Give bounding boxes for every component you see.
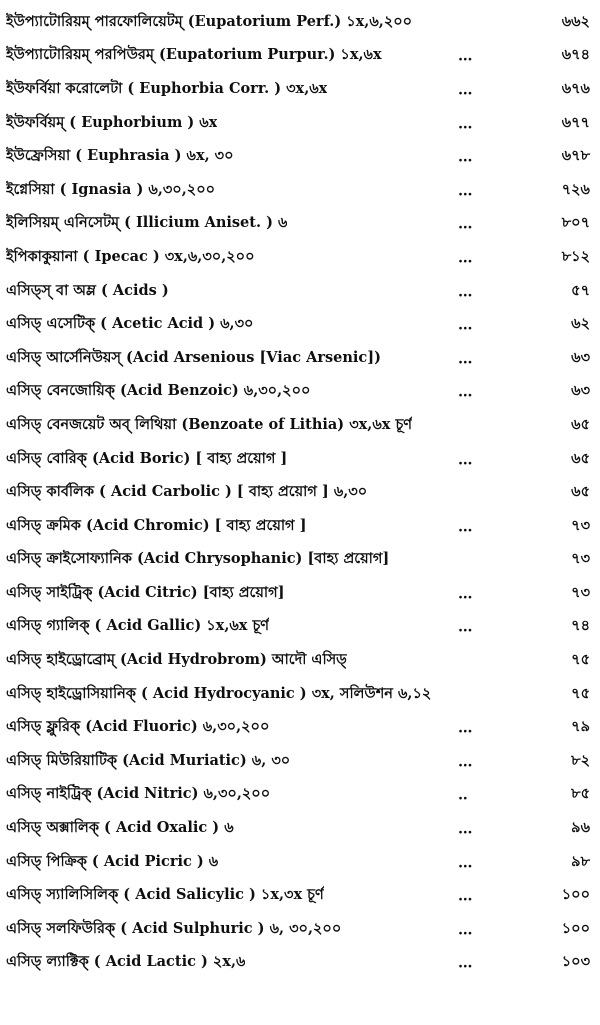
entry-text: এসিড্ ক্রাইসোফ্যানিক (Acid Chrysophanic) [বাহ্য প্রয়োগ]	[6, 550, 390, 568]
entry-text: এসিড্ কার্বলিক ( Acid Carbolic ) [ বাহ্য প্রয়োগ ] ৬,৩০	[6, 483, 368, 501]
entry-text: এসিড্ অক্সালিক্ ( Acid Oxalic ) ৬	[6, 819, 234, 837]
leader-dots: …	[458, 719, 474, 737]
index-row	[6, 544, 590, 578]
index-row	[6, 376, 590, 410]
page-number: ৯৮	[571, 852, 590, 870]
index-row	[6, 73, 590, 107]
leader-dots: …	[458, 350, 474, 368]
page-number: ৭৩	[571, 516, 590, 534]
page-number: ৭৯	[571, 718, 590, 736]
page-number: ৬২	[571, 315, 590, 333]
index-row	[6, 846, 590, 880]
entry-text: এসিড্ এসেটিক্ ( Acetic Acid ) ৬,৩০	[6, 315, 254, 333]
entry-text: ইউফর্বিয়ম্ ( Euphorbium ) ৬x	[6, 113, 218, 131]
leader-dots: …	[458, 215, 474, 233]
leader-dots: …	[458, 182, 474, 200]
leader-dots: …	[458, 81, 474, 99]
index-row	[6, 409, 590, 443]
entry-text: এসিড্ বোরিক্ (Acid Boric) [ বাহ্য প্রয়োগ ]	[6, 449, 288, 467]
entry-text: এসিড্ সাইট্রিক্ (Acid Citric) [বাহ্য প্রয়োগ]	[6, 583, 285, 601]
page-number: ১০০	[561, 886, 590, 904]
page-number: ৬৭৮	[561, 147, 590, 165]
index-row	[6, 779, 590, 813]
leader-dots: …	[458, 854, 474, 872]
leader-dots: …	[458, 921, 474, 939]
entry-text: ইগ্নেসিয়া ( Ignasia ) ৬,৩০,২০০	[6, 180, 216, 198]
page-number: ৮৫	[571, 785, 590, 803]
leader-dots: …	[458, 249, 474, 267]
page-number: ৬৩	[571, 382, 590, 400]
index-row	[6, 342, 590, 376]
leader-dots: …	[458, 618, 474, 636]
entry-text: এসিড্ ল্যাক্টিক্ ( Acid Lactic ) ২x,৬	[6, 953, 246, 971]
entry-text: ইউপ্যাটোরিয়ম্ পারফোলিয়েটম্ (Eupatorium Perf.) ১x,৬,২০০	[6, 12, 413, 30]
page-number: ৭৫	[571, 651, 590, 669]
leader-dots: …	[458, 585, 474, 603]
entry-text: এসিড্ নাইট্রিক্ (Acid Nitric) ৬,৩০,২০০	[6, 785, 271, 803]
entry-text: ইউফর্বিয়া করোলেটা ( Euphorbia Corr. ) ৩x,৬x	[6, 79, 328, 97]
leader-dots: …	[458, 954, 474, 972]
page-number: ৬৫	[571, 483, 590, 501]
page-number: ৮২	[571, 751, 590, 769]
entry-text: এসিড্ বেনজয়েট অব্ লিথিয়া (Benzoate of Lithia) ৩x,৬x চূর্ণ	[6, 415, 413, 433]
index-row	[6, 913, 590, 947]
leader-dots: …	[458, 316, 474, 334]
leader-dots: ‥	[458, 786, 469, 804]
entry-text: এসিড্ হাইড্রোসিয়ানিক্ ( Acid Hydrocyanic ) ৩x, সলিউশন ৬,১২	[6, 684, 432, 702]
index-row	[6, 308, 590, 342]
entry-text: ইপিকাকুয়ানা ( Ipecac ) ৩x,৬,৩০,২০০	[6, 247, 255, 265]
index-row	[6, 745, 590, 779]
entry-text: এসিড্ আর্সেনিউয়স্ (Acid Arsenious [Viac Arsenic])	[6, 348, 381, 366]
index-row	[6, 611, 590, 645]
page-number: ৬৫	[571, 449, 590, 467]
page-number: ৮০৭	[561, 214, 590, 232]
page-number: ৬৬২	[561, 12, 590, 30]
leader-dots: …	[458, 887, 474, 905]
page-number: ৬৭৬	[561, 79, 590, 97]
index-row	[6, 107, 590, 141]
entry-text: এসিড্ সলফিউরিক্ ( Acid Sulphuric ) ৬, ৩০,২০০	[6, 919, 342, 937]
entry-text: এসিড্ হাইড্রোব্রোম্ (Acid Hydrobrom) আদৌ এসিড্	[6, 651, 347, 669]
leader-dots: …	[458, 115, 474, 133]
index-row	[6, 476, 590, 510]
entry-text: এসিড্ ফ্লুরিক্ (Acid Fluoric) ৬,৩০,২০০	[6, 718, 270, 736]
index-row	[6, 6, 590, 40]
page-number: ৬৭৪	[561, 46, 590, 64]
page-number: ৭৪	[571, 617, 590, 635]
page-number: ৬৭৭	[561, 113, 590, 131]
leader-dots: …	[458, 383, 474, 401]
leader-dots: …	[458, 753, 474, 771]
page-number: ৮১২	[561, 247, 590, 265]
leader-dots: …	[458, 518, 474, 536]
entry-text: ইলিসিয়ম্ এনিসেটম্ ( Illicium Aniset. ) ৬	[6, 214, 288, 232]
index-row	[6, 812, 590, 846]
page-number: ৭৩	[571, 550, 590, 568]
index-row	[6, 678, 590, 712]
index-row	[6, 947, 590, 981]
page-number: ৫৭	[571, 281, 590, 299]
index-row	[6, 879, 590, 913]
index-row	[6, 510, 590, 544]
index-row	[6, 275, 590, 309]
page-number: ১০০	[561, 919, 590, 937]
page-number: ৬৫	[571, 415, 590, 433]
entry-text: এসিড্ বেনজোয়িক্ (Acid Benzoic) ৬,৩০,২০০	[6, 382, 311, 400]
entry-text: এসিড্স্ বা অম্ল ( Acids )	[6, 281, 169, 299]
page-number: ৯৬	[571, 819, 590, 837]
index-row	[6, 443, 590, 477]
leader-dots: …	[458, 451, 474, 469]
index-row	[6, 140, 590, 174]
leader-dots: …	[458, 283, 474, 301]
index-row	[6, 241, 590, 275]
index-row	[6, 174, 590, 208]
index-list	[6, 6, 590, 980]
index-row	[6, 40, 590, 74]
index-row	[6, 577, 590, 611]
leader-dots: …	[458, 47, 474, 65]
entry-text: ইউফ্রেসিয়া ( Euphrasia ) ৬x, ৩০	[6, 147, 234, 165]
entry-text: ইউপ্যাটোরিয়ম্ পরপিউরম্ (Eupatorium Purpur.) ১x,৬x	[6, 46, 382, 64]
page-number: ৭২৬	[561, 180, 590, 198]
entry-text: এসিড্ পিক্রিক্ ( Acid Picric ) ৬	[6, 852, 219, 870]
entry-text: এসিড্ ক্রমিক (Acid Chromic) [ বাহ্য প্রয়োগ ]	[6, 516, 307, 534]
page-number: ৭৫	[571, 684, 590, 702]
leader-dots: …	[458, 148, 474, 166]
page-number: ১০৩	[561, 953, 590, 971]
page-number: ৭৩	[571, 583, 590, 601]
page-number: ৬৩	[571, 348, 590, 366]
entry-text: এসিড্ মিউরিয়াটিক্ (Acid Muriatic) ৬, ৩০	[6, 751, 291, 769]
entry-text: এসিড্ স্যালিসিলিক্ ( Acid Salicylic ) ১x,৩x চূর্ণ	[6, 886, 324, 904]
index-row	[6, 711, 590, 745]
index-row	[6, 208, 590, 242]
index-row	[6, 644, 590, 678]
leader-dots: …	[458, 820, 474, 838]
entry-text: এসিড্ গ্যালিক্ ( Acid Gallic) ১x,৬x চূর্ণ	[6, 617, 270, 635]
